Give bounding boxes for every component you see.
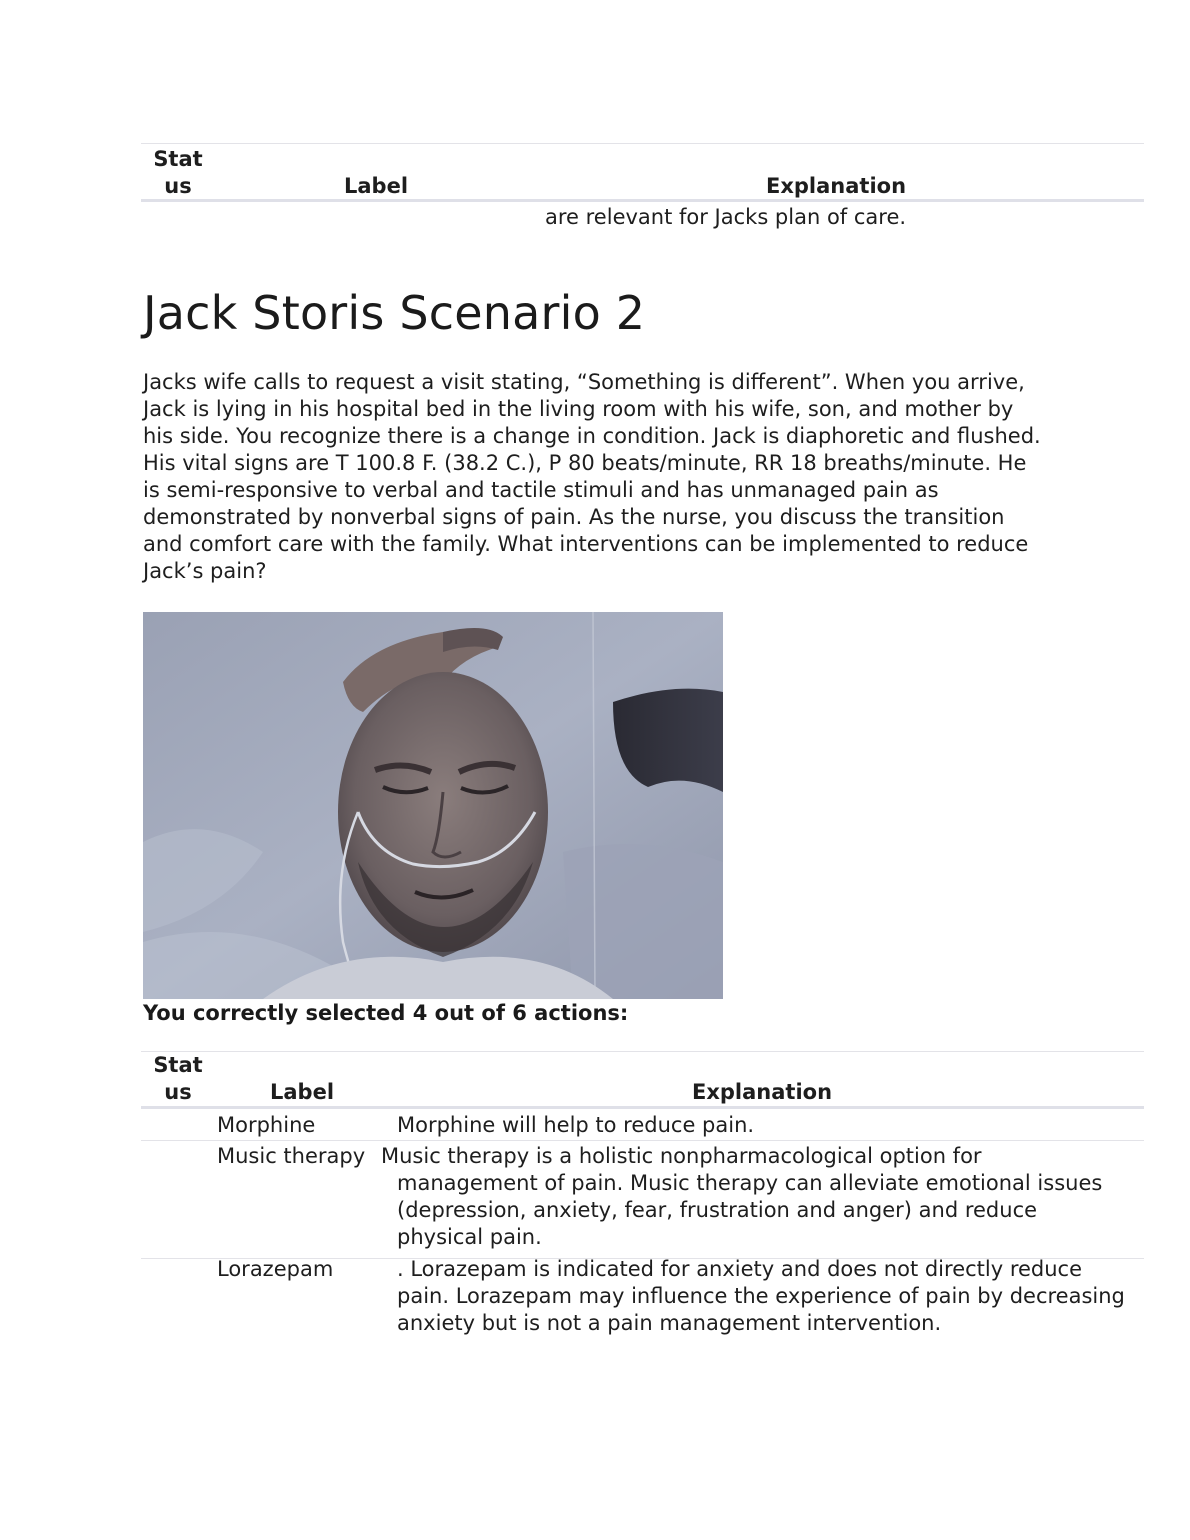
patient-photo: [143, 612, 723, 999]
results-table-top-rule: [141, 1051, 1144, 1052]
top-table-header-rule: [141, 199, 1144, 202]
top-table-label-header: Label: [344, 174, 409, 198]
row-divider: [141, 1140, 1144, 1141]
row-explanation-wrapped: Music therapy is a holistic nonpharmacological option for management of pain. Music therapy can alleviate emotional issues (depression, anxiety, fear, frustration and anger) and reduce physical pain.: [381, 1144, 1103, 1249]
row-explanation-first-line: [381, 1143, 1131, 1251]
results-status-header-line1: Stat: [153, 1053, 203, 1077]
scenario-description: Jacks wife calls to request a visit stating, “Something is different”. When you arrive, Jack is lying in his hospital bed in the living room with his wife, son, and mother by his side. You recognize there is a change in condition. Jack is diaphoretic and flushed. His vital signs are T 100.8 F. (38.2 C.), P 80 beats/minute, RR 18 breaths/minute. He is semi-responsive to verbal and tactile stimuli and has unmanaged pain as demonstrated by nonverbal signs of pain. As the nurse, you discuss the transition and comfort care with the family. What interventions can be implemented to reduce Jack’s pain?: [143, 370, 1041, 583]
results-table-label-header: Label: [270, 1080, 335, 1104]
row-label: Morphine: [217, 1113, 316, 1137]
row-label: Lorazepam: [217, 1257, 334, 1281]
results-table-explanation-header: Explanation: [692, 1080, 833, 1104]
row-explanation: Morphine will help to reduce pain.: [397, 1113, 755, 1137]
status-header-line1: Stat: [153, 147, 203, 171]
result-summary: You correctly selected 4 out of 6 actions:: [143, 1001, 629, 1025]
top-table-continuation-text: are relevant for Jacks plan of care.: [545, 205, 907, 229]
top-table-top-rule: [141, 143, 1144, 144]
results-table-status-header: [141, 1052, 215, 1106]
scenario-title: Jack Storis Scenario 2: [143, 286, 646, 340]
row-label: Music therapy: [217, 1144, 366, 1168]
row-explanation: . Lorazepam is indicated for anxiety and does not directly reduce pain. Lorazepam may influence the experience of pain by decreasing anxiety but is not a pain management intervention.: [397, 1257, 1125, 1335]
results-table-header-rule: [141, 1106, 1144, 1109]
top-table-explanation-header: Explanation: [766, 174, 907, 198]
results-status-header-line2: us: [164, 1080, 192, 1104]
top-table-status-header: [141, 146, 215, 200]
status-header-line2: us: [164, 174, 192, 198]
